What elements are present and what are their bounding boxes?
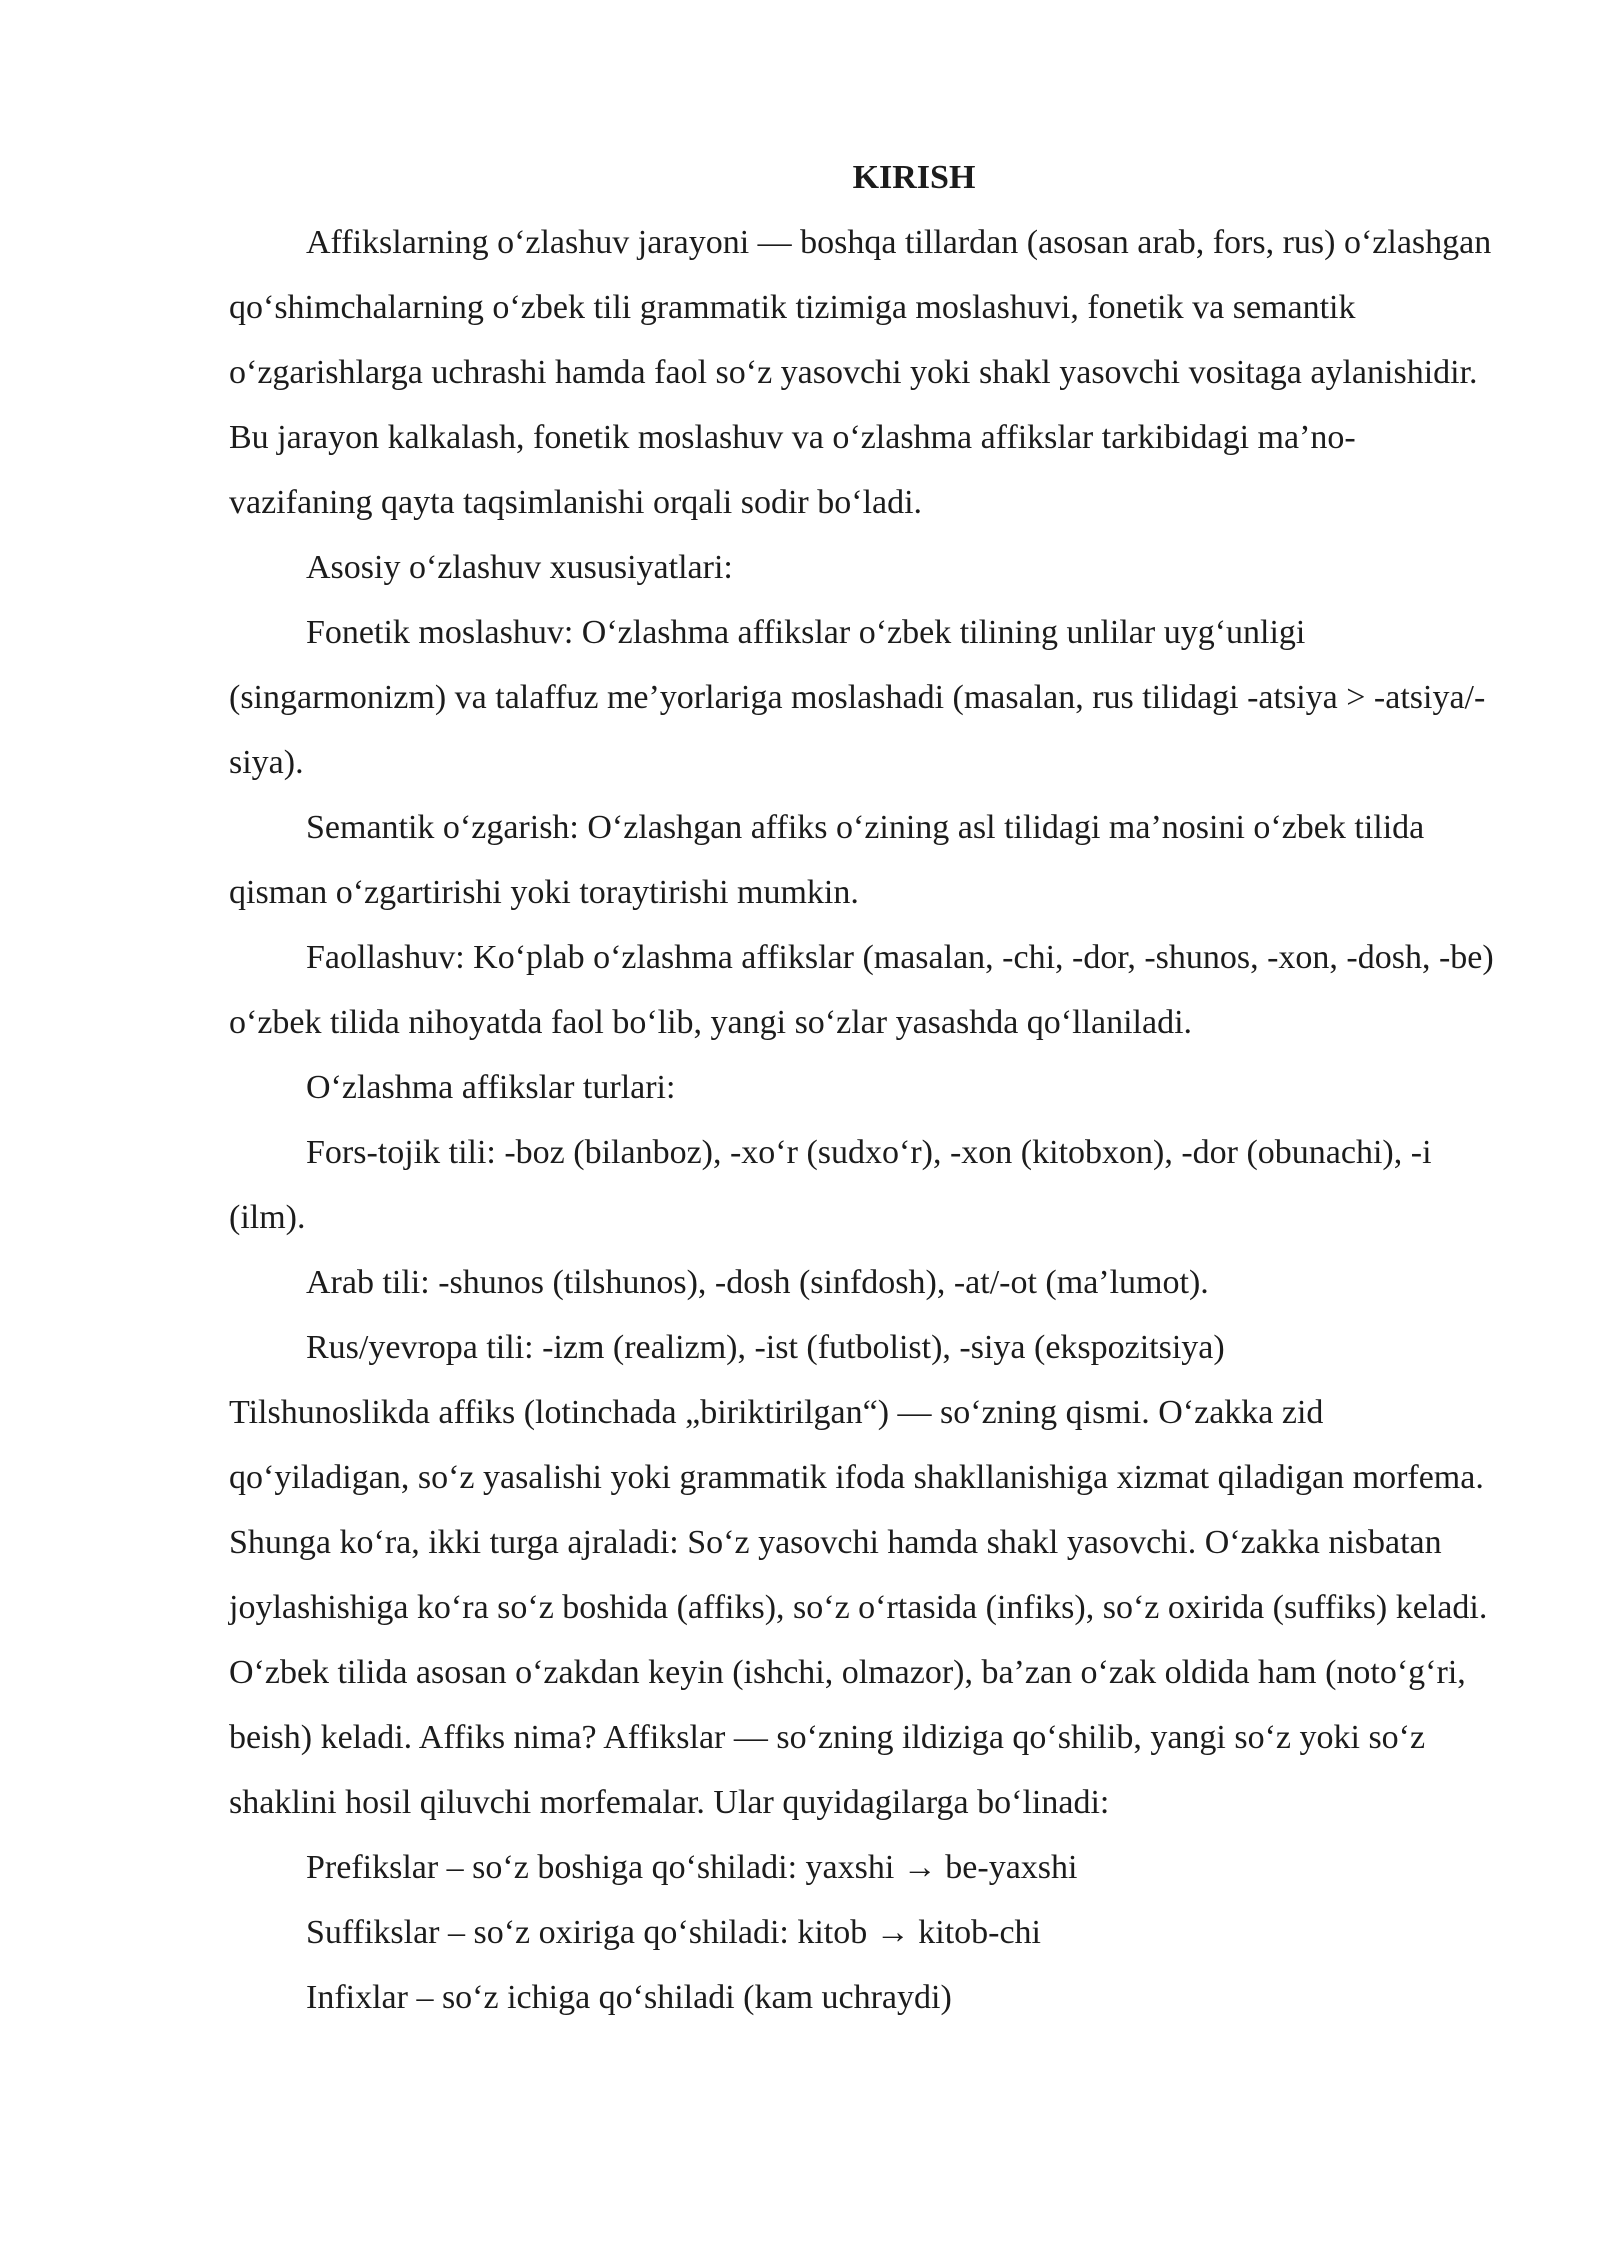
paragraph-semantic-change: Semantik o‘zgarish: O‘zlashgan affiks o‘zining asl tilidagi ma’nosini o‘zbek tilida qisman o‘zgartirishi yoki toraytirishi mumkin. — [229, 809, 1425, 911]
paragraph-intro: Affikslarning o‘zlashuv jarayoni — boshqa tillardan (asosan arab, fors, rus) o‘zlashgan qo‘shimchalarning o‘zbek tili grammatik tizimiga moslashuvi, fonetik va semantik o‘zgarishlarga uchrashi hamda faol so‘z yasovchi yoki shakl yasovchi vositaga aylanishidir. Bu jarayon kalkalash, fonetik moslashuv va o‘zlashma affikslar tarkibidagi ma’no-vazifaning qayta taqsimlanishi orqali sodir bo‘ladi. — [229, 224, 1492, 521]
paragraph-prefixes: Prefikslar – so‘z boshiga qo‘shiladi: yaxshi → be-yaxshi — [306, 1849, 1078, 1886]
paragraph-russian-european: Rus/yevropa tili: -izm (realizm), -ist (futbolist), -siya (ekspozitsiya) — [306, 1329, 1225, 1366]
document-title: KIRISH — [852, 159, 976, 196]
paragraph-affix-types-heading: O‘zlashma affikslar turlari: — [306, 1069, 676, 1106]
document-body — [229, 145, 1499, 2030]
paragraph-arabic: Arab tili: -shunos (tilshunos), -dosh (sinfdosh), -at/-ot (ma’lumot). — [306, 1264, 1209, 1301]
paragraph-activation: Faollashuv: Ko‘plab o‘zlashma affikslar (masalan, -chi, -dor, -shunos, -xon, -dosh, -be) o‘zbek tilida nihoyatda faol bo‘lib, yangi so‘zlar yasashda qo‘llaniladi. — [229, 939, 1494, 1041]
paragraph-phonetic-adaptation: Fonetik moslashuv: O‘zlashma affikslar o‘zbek tilining unlilar uyg‘unligi (singarmonizm) va talaffuz me’yorlariga moslashadi (masalan, rus tilidagi -atsiya > -atsiya/-siya). — [229, 614, 1486, 781]
paragraph-persian-tajik: Fors-tojik tili: -boz (bilanboz), -xo‘r (sudxo‘r), -xon (kitobxon), -dor (obunachi), -i (ilm). — [229, 1134, 1432, 1236]
paragraph-main-features-heading: Asosiy o‘zlashuv xususiyatlari: — [306, 549, 733, 586]
paragraph-affix-definition: Tilshunoslikda affiks (lotinchada „biriktirilgan“) — so‘zning qismi. O‘zakka zid qo‘yiladigan, so‘z yasalishi yoki grammatik ifoda shakllanishiga xizmat qiladigan morfema. Shunga ko‘ra, ikki turga ajraladi: So‘z yasovchi hamda shakl yasovchi. O‘zakka nisbatan joylashishiga ko‘ra so‘z boshida (affiks), so‘z o‘rtasida (infiks), so‘z oxirida (suffiks) keladi. O‘zbek tilida asosan o‘zakdan keyin (ishchi, olmazor), ba’zan o‘zak oldida ham (noto‘g‘ri, beish) keladi. Affiks nima? Affikslar — so‘zning ildiziga qo‘shilib, yangi so‘z yoki so‘z shaklini hosil qiluvchi morfemalar. Ular quyidagilarga bo‘linadi: — [229, 1394, 1488, 1821]
paragraph-infixes: Infixlar – so‘z ichiga qo‘shiladi (kam uchraydi) — [306, 1979, 952, 2016]
paragraph-suffixes: Suffikslar – so‘z oxiriga qo‘shiladi: kitob → kitob-chi — [306, 1914, 1042, 1951]
